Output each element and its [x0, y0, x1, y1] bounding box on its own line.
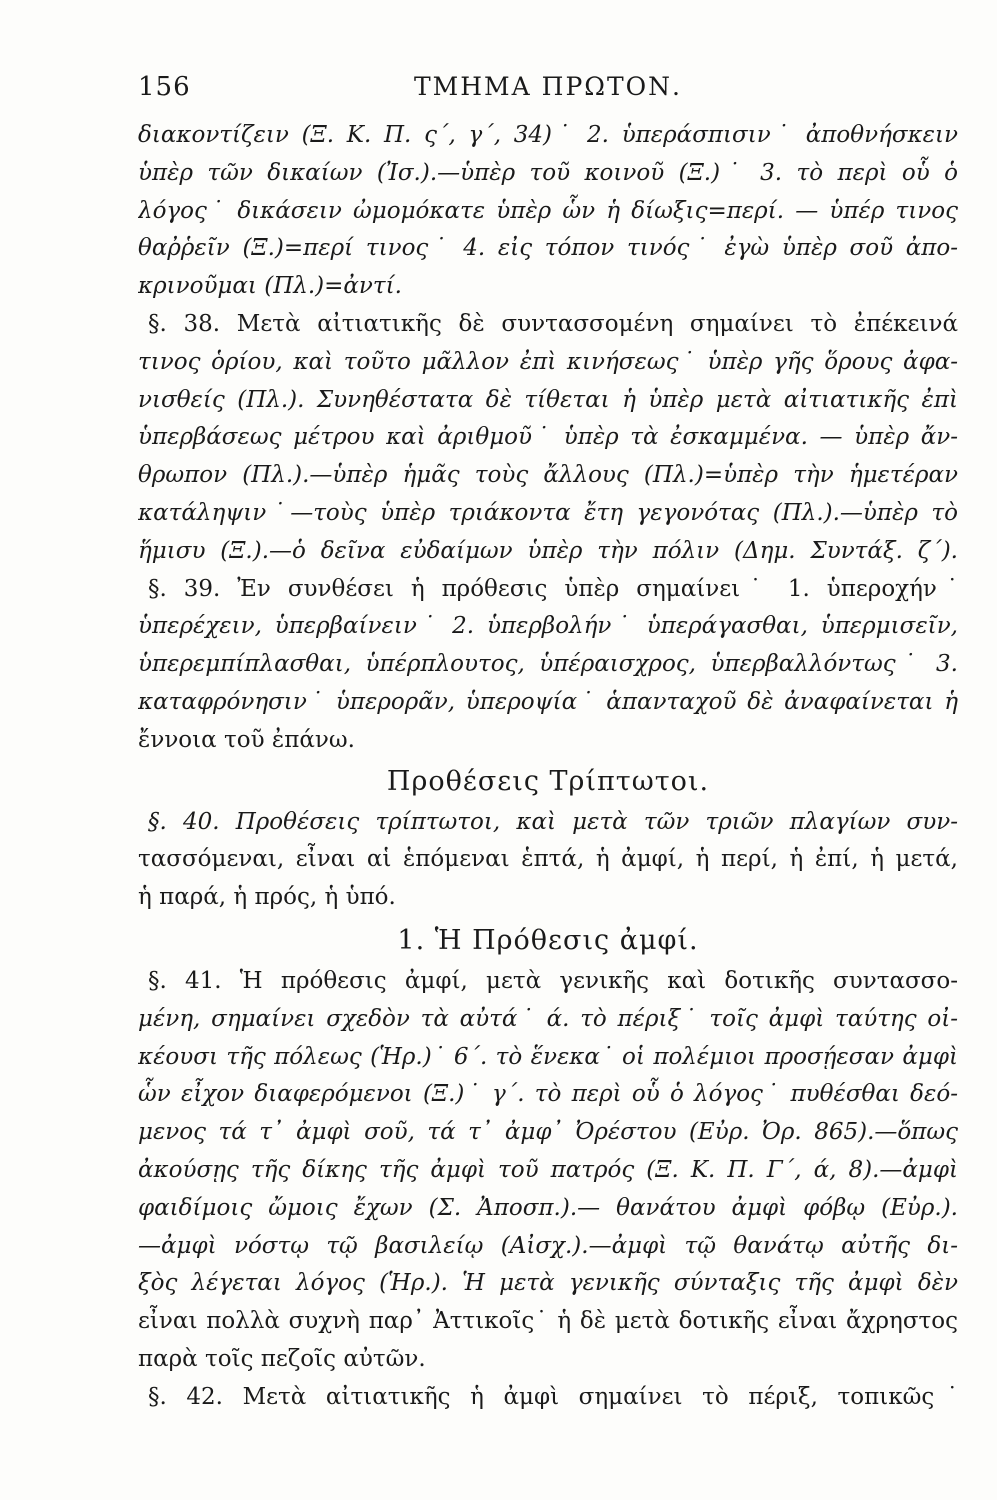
text-line: διακοντίζειν (Ξ. Κ. Π. ς΄, γ΄, 34)˙ 2. ὑπεράσπισιν˙ ἀποθνήσκειν [138, 122, 958, 148]
text-line: ἔννοια τοῦ ἐπάνω. [138, 726, 355, 753]
text-line: ξὸς λέγεται λόγος (Ἡρ.). Ἡ μετὰ γενικῆς σύνταξις τῆς ἀμφὶ δὲν [138, 1270, 958, 1297]
text-line: ὑπερβάσεως μέτρου καὶ ἀριθμοῦ˙ ὑπὲρ τὰ ἐσκαμμένα. — ὑπὲρ ἄν- [138, 424, 958, 451]
text-line: ὑπερέχειν, ὑπερβαίνειν˙ 2. ὑπερβολήν˙ ὑπεράγασθαι, ὑπερμισεῖν, [138, 613, 958, 640]
page-header [138, 72, 958, 112]
text-line: —ἀμφὶ νόστῳ τῷ βασιλείῳ (Αἰσχ.).—ἀμφὶ τῷ θανάτῳ αὐτῆς δι- [138, 1232, 958, 1259]
text-line: θαῤῥεῖν (Ξ.)=περί τινος˙ 4. εἰς τόπον τινός˙ ἐγὼ ὑπὲρ σοῦ ἀπο- [138, 235, 958, 262]
body-text [138, 117, 958, 1417]
section-heading-amphi: 1. Ἡ Πρόθεσις ἀμφί. [397, 924, 699, 956]
text-line: ὧν εἶχον διαφερόμενοι (Ξ.)˙ γ΄. τὸ περὶ οὗ ὁ λόγος˙ πυθέσθαι δεό- [138, 1081, 958, 1108]
page-number: 156 [138, 72, 191, 102]
text-line: μένη, σημαίνει σχεδὸν τὰ αὐτά˙ ά. τὸ πέριξ˙ τοῖς ἀμφὶ ταύτης οἰ- [138, 1005, 958, 1032]
paragraph-42-line: §. 42. Μετὰ αἰτιατικῆς ἡ ἀμφὶ σημαίνει τὸ πέριξ, τοπικῶς˙ [148, 1383, 958, 1410]
text-line: ὑπερεμπίπλασθαι, ὑπέρπλουτος, ὑπέραισχρος, ὑπερβαλλόντως˙ 3. [138, 651, 958, 678]
text-line: εἶναι πολλὰ συχνὴ παρ᾽ Ἀττικοῖς˙ ἡ δὲ μετὰ δοτικῆς εἶναι ἄχρηστος [138, 1308, 958, 1335]
text-line: κέουσι τῆς πόλεως (Ἡρ.)˙ 6΄. τὸ ἕνεκα˙ οἱ πολέμιοι προσῄεσαν ἀμφὶ [138, 1043, 958, 1070]
text-line: κρινοῦμαι (Πλ.)=ἀντί. [138, 273, 402, 300]
text-line: ἀκούσῃς τῆς δίκης τῆς ἀμφὶ τοῦ πατρός (Ξ. Κ. Π. Γ΄, ά, 8).—ἀμφὶ [138, 1156, 958, 1183]
paragraph-38-line: §. 38. Μετὰ αἰτιατικῆς δὲ συντασσομένη σημαίνει τὸ ἐπέκεινά [148, 310, 958, 337]
text-line: καταφρόνησιν˙ ὑπερορᾶν, ὑπεροψία˙ ἁπανταχοῦ δὲ ἀναφαίνεται ἡ [138, 688, 958, 715]
text-line: μενος τά τ᾽ ἀμφὶ σοῦ, τά τ᾽ ἀμφ᾽ Ὀρέστου (Εὐρ. Ὀρ. 865).—ὅπως [138, 1119, 958, 1146]
text-line: τασσόμεναι, εἶναι αἱ ἑπόμεναι ἑπτά, ἡ ἀμφί, ἡ περί, ἡ ἐπί, ἡ μετά, [138, 846, 958, 873]
text-line: ὑπὲρ τῶν δικαίων (Ἰσ.).—ὑπὲρ τοῦ κοινοῦ (Ξ.)˙ 3. τὸ περὶ οὗ ὁ [138, 159, 958, 186]
text-line: κατάληψιν˙—τοὺς ὑπὲρ τριάκοντα ἔτη γεγονότας (Πλ.).—ὑπὲρ τὸ [138, 499, 958, 526]
paragraph-40-line: §. 40. Προθέσεις τρίπτωτοι, καὶ μετὰ τῶν τριῶν πλαγίων συν- [148, 808, 958, 835]
text-line: τινος ὁρίου, καὶ τοῦτο μᾶλλον ἐπὶ κινήσεως˙ ὑπὲρ γῆς ὅρους ἀφα- [138, 348, 958, 375]
text-line: φαιδίμοις ὤμοις ἔχων (Σ. Ἀποσπ.).— θανάτου ἀμφὶ φόβῳ (Εὐρ.). [138, 1194, 958, 1221]
text-line: ἥμισυ (Ξ.).—ὁ δεῖνα εὐδαίμων ὑπὲρ τὴν πόλιν (Δημ. Συντάξ. ζ΄). [138, 537, 958, 564]
paragraph-41-line: §. 41. Ἡ πρόθεσις ἀμφί, μετὰ γενικῆς καὶ δοτικῆς συντασσο- [148, 967, 958, 994]
text-line: νισθείς (Πλ.). Συνηθέστατα δὲ τίθεται ἡ ὑπὲρ μετὰ αἰτιατικῆς ἐπὶ [138, 386, 958, 413]
section-heading-triptotoi: Προθέσεις Τρίπτωτοι. [386, 765, 710, 797]
running-head: ΤΜΗΜΑ ΠΡΩΤΟΝ. [413, 72, 683, 101]
text-line: θρωπον (Πλ.).—ὑπὲρ ἡμᾶς τοὺς ἄλλους (Πλ.)=ὑπὲρ τὴν ἡμετέραν [138, 462, 958, 489]
text-line: παρὰ τοῖς πεζοῖς αὐτῶν. [138, 1345, 426, 1372]
paragraph-39-line: §. 39. Ἐν συνθέσει ἡ πρόθεσις ὑπὲρ σημαίνει˙ 1. ὑπεροχήν˙ [148, 575, 958, 602]
text-line: ἡ παρά, ἡ πρός, ἡ ὑπό. [138, 884, 396, 911]
text-line: λόγος˙ δικάσειν ὠμομόκατε ὑπὲρ ὧν ἡ δίωξις=περί. — ὑπέρ τινος [138, 197, 958, 224]
